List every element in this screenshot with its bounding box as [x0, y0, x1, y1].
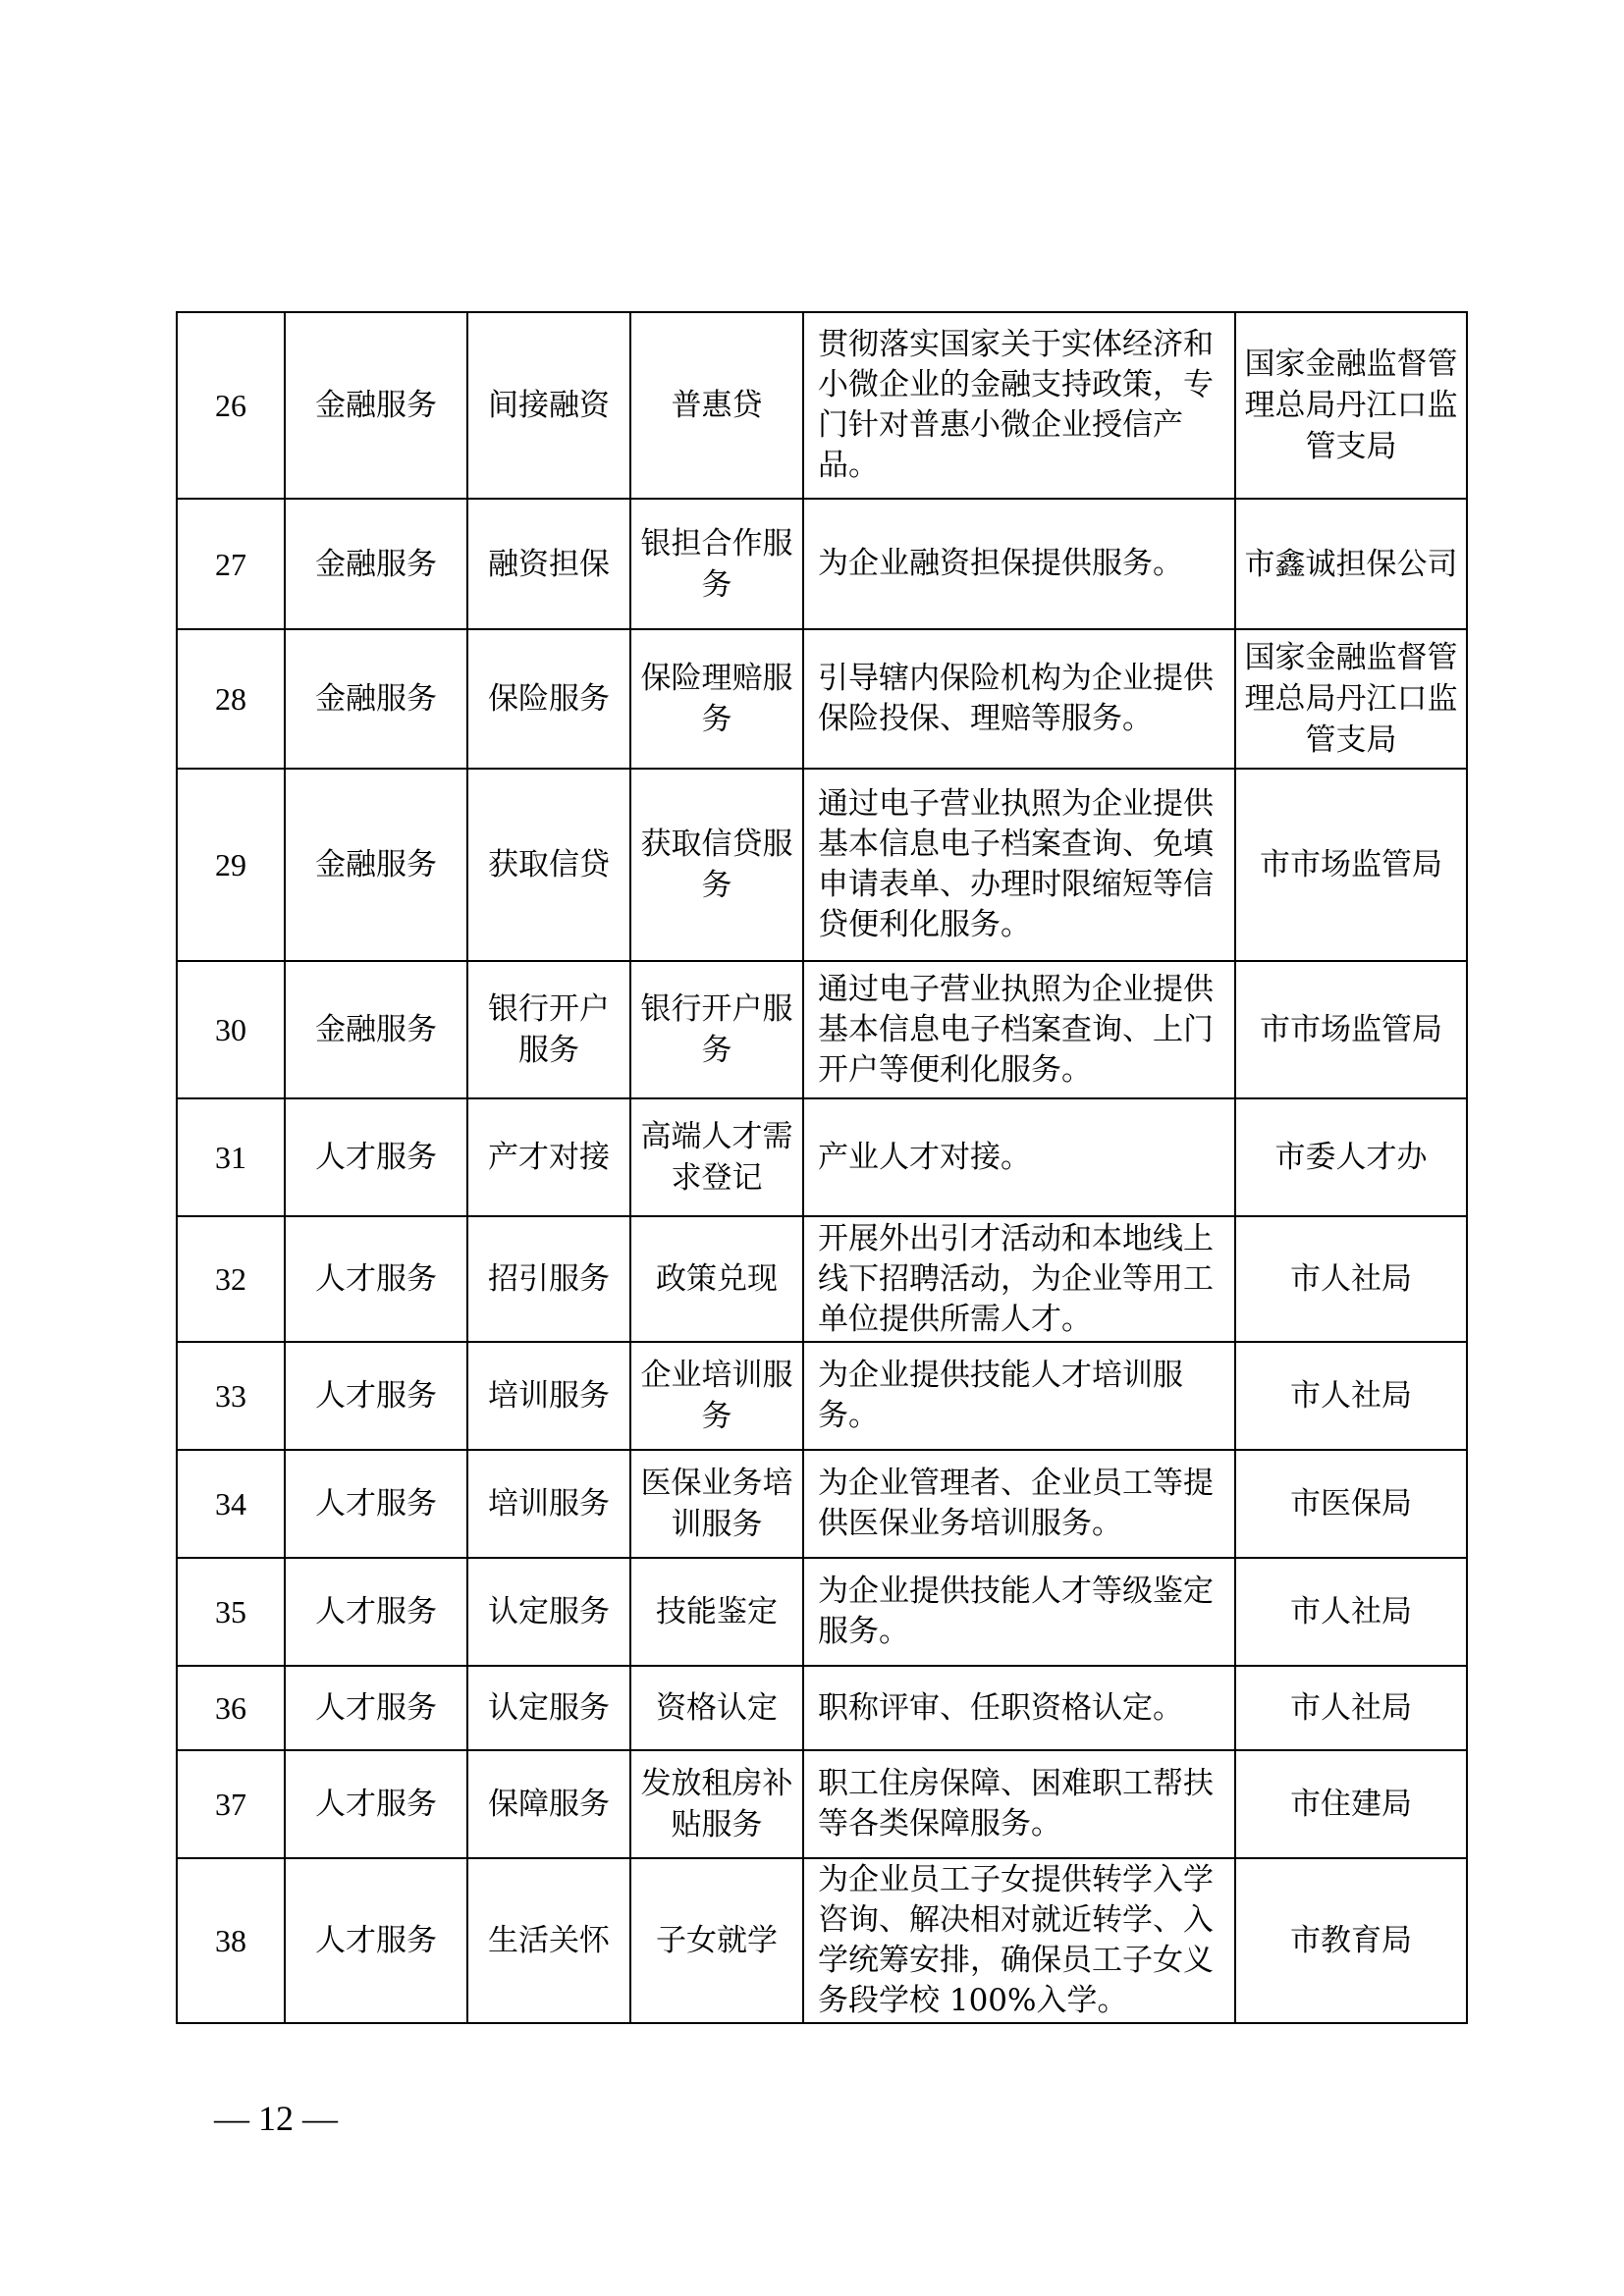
responsible-department: 国家金融监督管理总局丹江口监管支局: [1235, 312, 1467, 499]
service-content: 为企业管理者、企业员工等提供医保业务培训服务。: [803, 1450, 1235, 1558]
service-type: 认定服务: [467, 1558, 630, 1666]
responsible-department: 市人社局: [1235, 1666, 1467, 1750]
row-number: 30: [177, 961, 285, 1098]
service-type: 培训服务: [467, 1342, 630, 1450]
service-item: 技能鉴定: [630, 1558, 803, 1666]
service-type: 保障服务: [467, 1750, 630, 1858]
service-item: 医保业务培训服务: [630, 1450, 803, 1558]
table-row: [177, 1450, 1467, 1558]
service-content: 通过电子营业执照为企业提供基本信息电子档案查询、上门开户等便利化服务。: [803, 961, 1235, 1098]
row-number: 29: [177, 769, 285, 961]
service-content: 职称评审、任职资格认定。: [803, 1666, 1235, 1750]
service-type: 间接融资: [467, 312, 630, 499]
responsible-department: 市人社局: [1235, 1558, 1467, 1666]
table-row: [177, 1342, 1467, 1450]
service-type: 认定服务: [467, 1666, 630, 1750]
service-item: 银行开户服务: [630, 961, 803, 1098]
row-number: 32: [177, 1216, 285, 1342]
responsible-department: 市医保局: [1235, 1450, 1467, 1558]
row-number: 28: [177, 629, 285, 769]
service-item: 政策兑现: [630, 1216, 803, 1342]
service-type: 产才对接: [467, 1098, 630, 1216]
service-type: 获取信贷: [467, 769, 630, 961]
service-category: 金融服务: [285, 312, 467, 499]
responsible-department: 市委人才办: [1235, 1098, 1467, 1216]
service-content: 通过电子营业执照为企业提供基本信息电子档案查询、免填申请表单、办理时限缩短等信贷便利化服务。: [803, 769, 1235, 961]
service-item: 普惠贷: [630, 312, 803, 499]
service-category: 人才服务: [285, 1750, 467, 1858]
row-number: 26: [177, 312, 285, 499]
service-content: 贯彻落实国家关于实体经济和小微企业的金融支持政策，专门针对普惠小微企业授信产品。: [803, 312, 1235, 499]
table-row: [177, 1750, 1467, 1858]
service-content: 职工住房保障、困难职工帮扶等各类保障服务。: [803, 1750, 1235, 1858]
responsible-department: 市住建局: [1235, 1750, 1467, 1858]
service-category: 人才服务: [285, 1858, 467, 2023]
responsible-department: 市教育局: [1235, 1858, 1467, 2023]
service-item: 高端人才需求登记: [630, 1098, 803, 1216]
table-row: [177, 499, 1467, 629]
service-content: 为企业提供技能人才培训服务。: [803, 1342, 1235, 1450]
service-type: 融资担保: [467, 499, 630, 629]
service-category: 人才服务: [285, 1450, 467, 1558]
service-item: 获取信贷服务: [630, 769, 803, 961]
table-row: [177, 961, 1467, 1098]
service-category: 金融服务: [285, 499, 467, 629]
table-row: [177, 312, 1467, 499]
responsible-department: 市市场监管局: [1235, 961, 1467, 1098]
service-category: 人才服务: [285, 1216, 467, 1342]
service-item: 企业培训服务: [630, 1342, 803, 1450]
service-type: 生活关怀: [467, 1858, 630, 2023]
row-number: 33: [177, 1342, 285, 1450]
service-content: 为企业提供技能人才等级鉴定服务。: [803, 1558, 1235, 1666]
row-number: 27: [177, 499, 285, 629]
service-category: 人才服务: [285, 1666, 467, 1750]
service-content: 开展外出引才活动和本地线上线下招聘活动，为企业等用工单位提供所需人才。: [803, 1216, 1235, 1342]
table-row: [177, 1098, 1467, 1216]
service-category: 人才服务: [285, 1342, 467, 1450]
row-number: 34: [177, 1450, 285, 1558]
row-number: 37: [177, 1750, 285, 1858]
services-table-body: [177, 312, 1467, 2023]
service-item: 资格认定: [630, 1666, 803, 1750]
page-number: — 12 —: [214, 2099, 338, 2138]
service-content: 为企业融资担保提供服务。: [803, 499, 1235, 629]
responsible-department: 市市场监管局: [1235, 769, 1467, 961]
service-category: 金融服务: [285, 769, 467, 961]
row-number: 38: [177, 1858, 285, 2023]
service-type: 招引服务: [467, 1216, 630, 1342]
table-row: [177, 1216, 1467, 1342]
row-number: 36: [177, 1666, 285, 1750]
row-number: 31: [177, 1098, 285, 1216]
table-row: [177, 769, 1467, 961]
responsible-department: 市人社局: [1235, 1342, 1467, 1450]
table-row: [177, 629, 1467, 769]
service-content: 为企业员工子女提供转学入学咨询、解决相对就近转学、入学统筹安排，确保员工子女义务段学校 100%入学。: [803, 1858, 1235, 2023]
service-category: 人才服务: [285, 1558, 467, 1666]
services-table: [176, 311, 1468, 2024]
service-content: 引导辖内保险机构为企业提供保险投保、理赔等服务。: [803, 629, 1235, 769]
service-category: 人才服务: [285, 1098, 467, 1216]
responsible-department: 市人社局: [1235, 1216, 1467, 1342]
table-row: [177, 1558, 1467, 1666]
service-type: 保险服务: [467, 629, 630, 769]
responsible-department: 国家金融监督管理总局丹江口监管支局: [1235, 629, 1467, 769]
service-item: 银担合作服务: [630, 499, 803, 629]
service-category: 金融服务: [285, 961, 467, 1098]
service-type: 培训服务: [467, 1450, 630, 1558]
service-item: 保险理赔服务: [630, 629, 803, 769]
service-type: 银行开户服务: [467, 961, 630, 1098]
row-number: 35: [177, 1558, 285, 1666]
table-row: [177, 1858, 1467, 2023]
service-category: 金融服务: [285, 629, 467, 769]
service-item: 子女就学: [630, 1858, 803, 2023]
responsible-department: 市鑫诚担保公司: [1235, 499, 1467, 629]
service-item: 发放租房补贴服务: [630, 1750, 803, 1858]
table-row: [177, 1666, 1467, 1750]
service-content: 产业人才对接。: [803, 1098, 1235, 1216]
